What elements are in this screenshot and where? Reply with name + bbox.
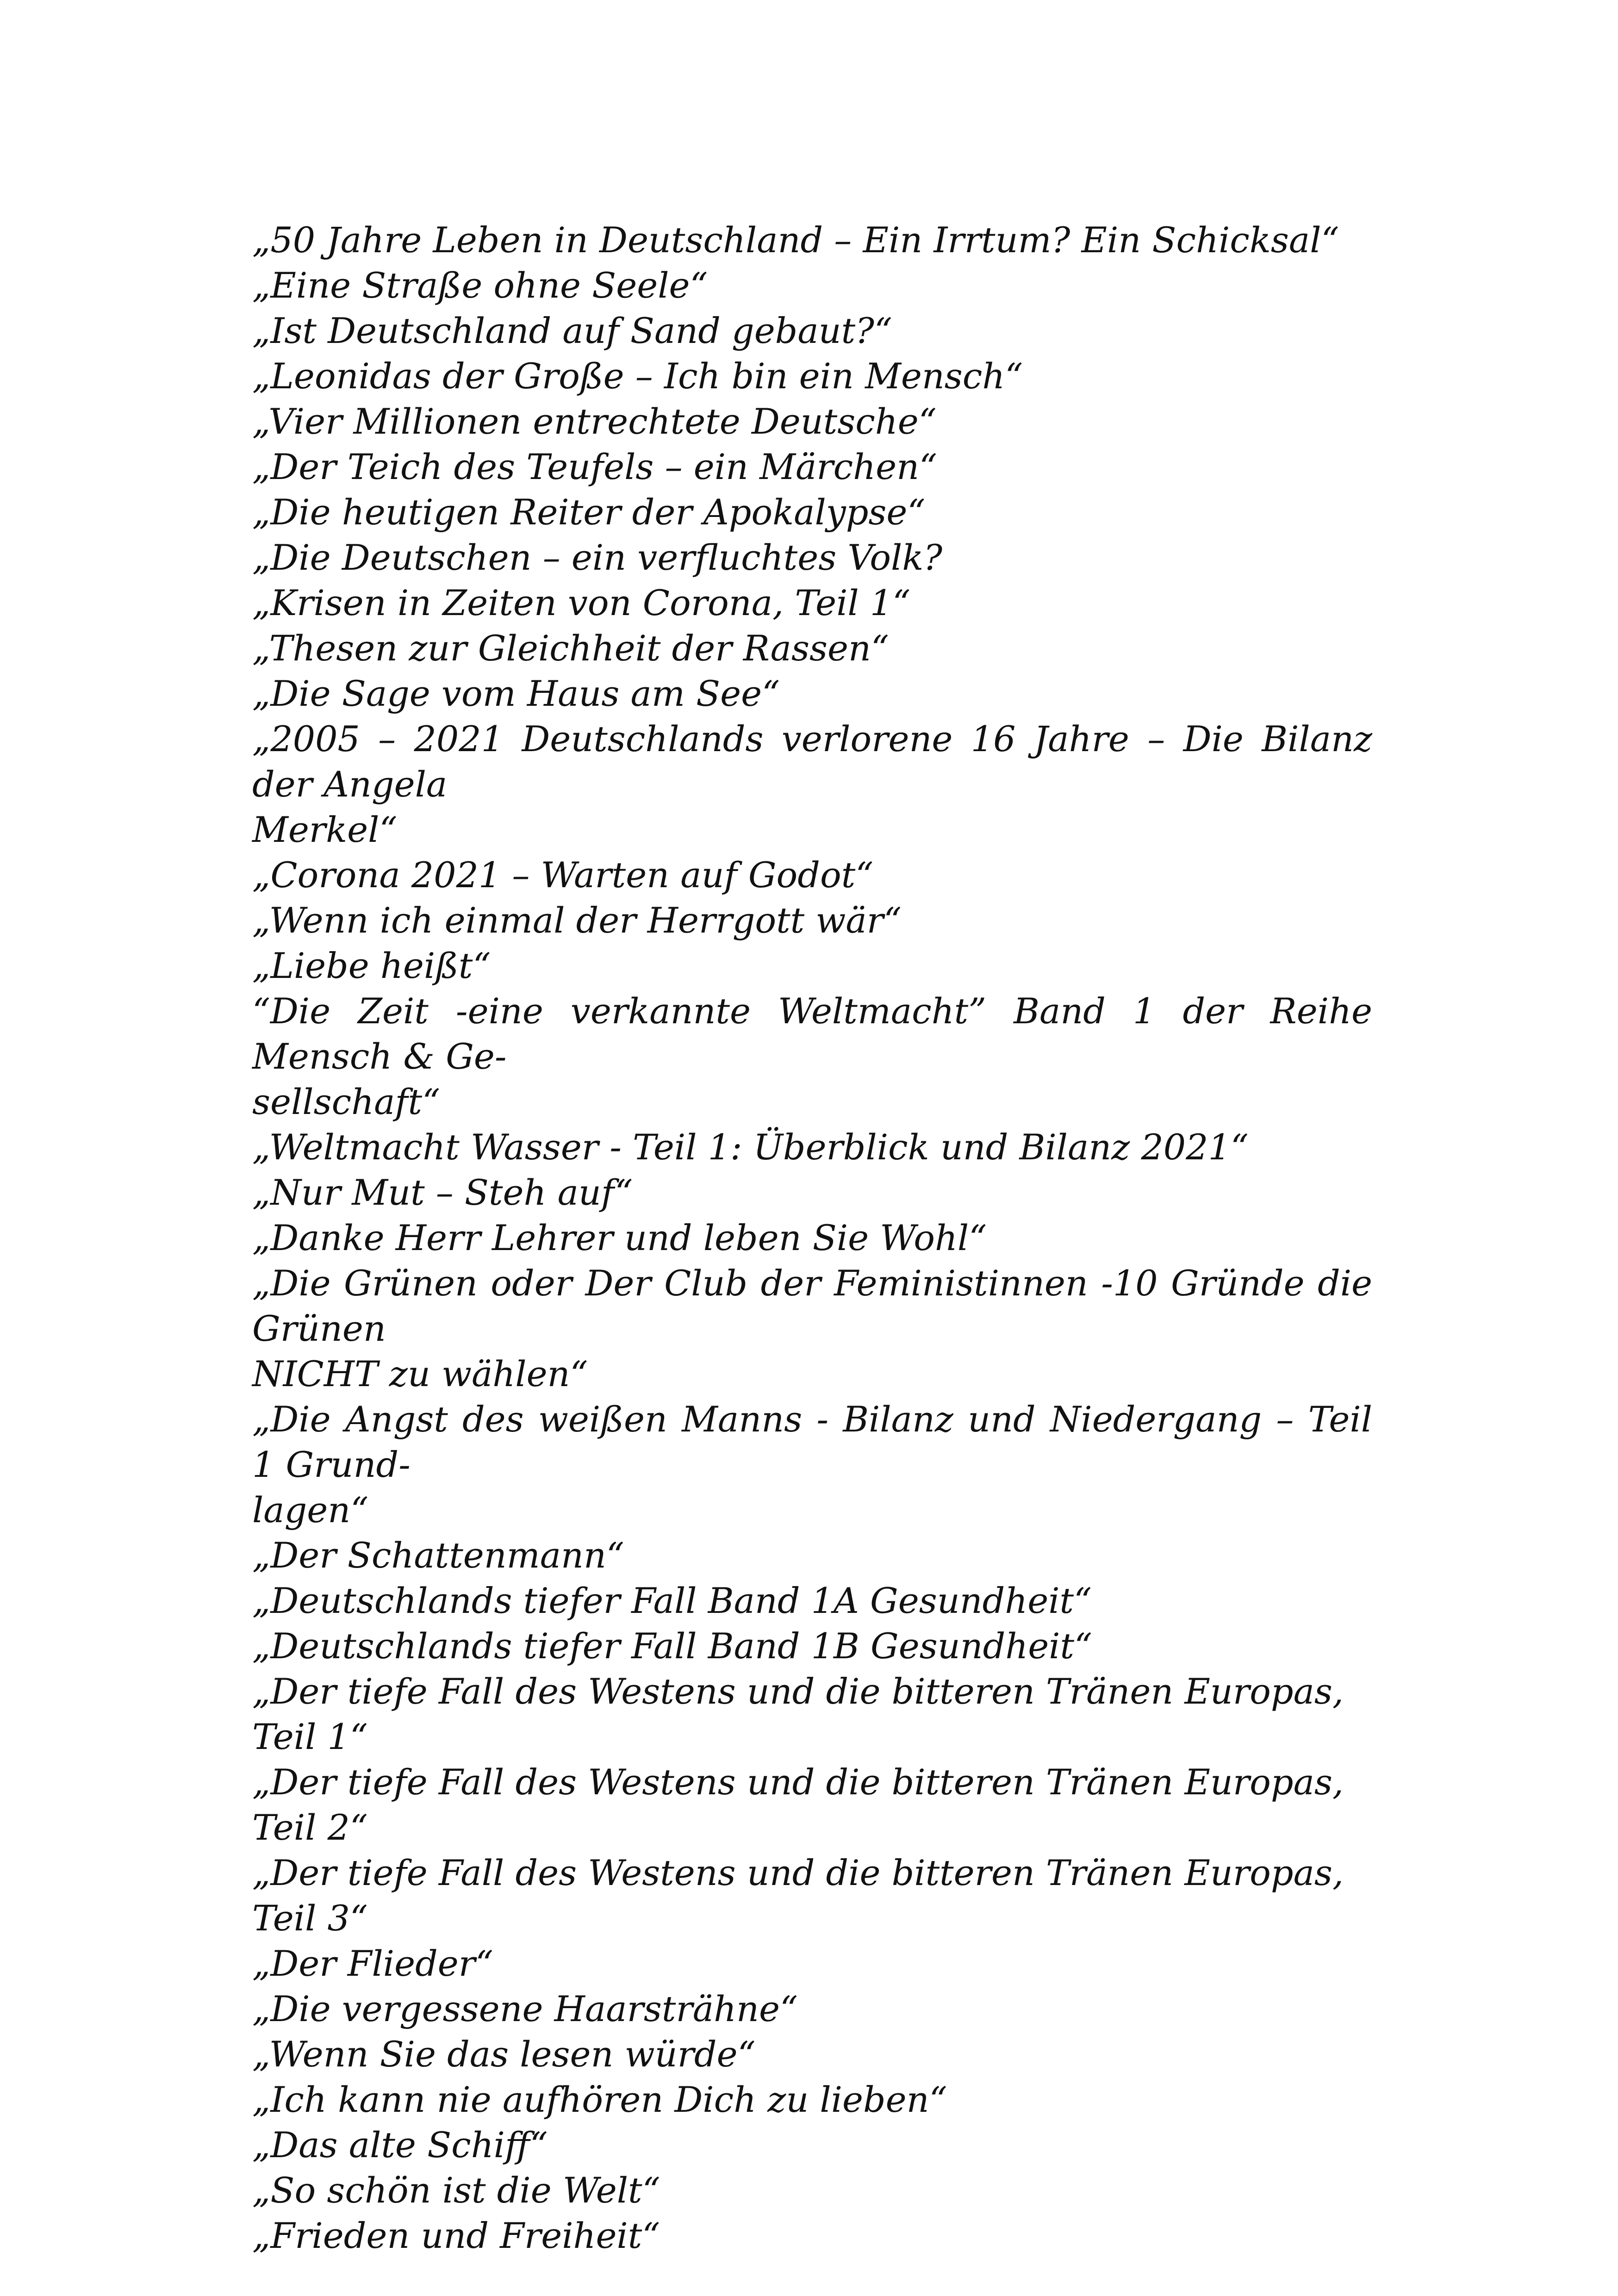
book-title-item: „Das alte Schiff“ [252,2124,548,2165]
book-title-item: „Leonidas der Große – Ich bin ein Mensch“ [252,355,1023,397]
book-title-item: „Eine Straße ohne Seele“ [252,265,708,306]
book-title-list [252,218,1372,2259]
book-title-item: „Ich kann nie aufhören Dich zu lieben“ [252,2079,947,2120]
book-title-item: „Ist Deutschland auf Sand gebaut?“ [252,310,892,351]
book-title-item: „Die vergessene Haarsträhne“ [252,1988,798,2029]
book-title-item: „2005 – 2021 Deutschlands verlorene 16 Jahre – Die Bilanz der Angela Merkel“ [252,718,1372,850]
book-title-item: „Weltmacht Wasser - Teil 1: Überblick und Bilanz 2021“ [252,1126,1249,1168]
book-title-item: „Wenn Sie das lesen würde“ [252,2034,756,2075]
book-title-item: „Die Angst des weißen Manns - Bilanz und Niedergang – Teil 1 Grund- lagen“ [252,1399,1372,1531]
book-title-item: „Der Flieder“ [252,1943,493,1984]
book-title-item: „Vier Millionen entrechtete Deutsche“ [252,401,937,442]
book-title-item: „Corona 2021 – Warten auf Godot“ [252,854,874,896]
book-title-item: „Deutschlands tiefer Fall Band 1B Gesundheit“ [252,1625,1092,1667]
book-title-item: „Die Grünen oder Der Club der Feministinnen -10 Gründe die Grünen NICHT zu wählen“ [252,1263,1372,1394]
book-title-item: „Nur Mut – Steh auf“ [252,1172,633,1213]
book-title-item: „Thesen zur Gleichheit der Rassen“ [252,628,889,669]
book-title-item: „Liebe heißt“ [252,945,491,986]
book-title-item: „Wenn ich einmal der Herrgott wär“ [252,900,902,941]
book-title-item: „So schön ist die Welt“ [252,2170,660,2211]
book-title-item: „Der Schattenmann“ [252,1535,624,1576]
book-title-item: „50 Jahre Leben in Deutschland – Ein Irrtum? Ein Schicksal“ [252,219,1339,261]
book-title-item: „Die Sage vom Haus am See“ [252,673,780,714]
book-title-item: „Der Teich des Teufels – ein Märchen“ [252,446,937,487]
book-title-item: „Der tiefe Fall des Westens und die bitteren Tränen Europas, Teil 3“ [252,1852,1344,1939]
book-title-item: „Der tiefe Fall des Westens und die bitteren Tränen Europas, Teil 1“ [252,1671,1344,1757]
book-title-item: „Die heutigen Reiter der Apokalypse“ [252,492,926,533]
book-title-item: “Die Zeit -eine verkannte Weltmacht” Band 1 der Reihe Mensch & Ge- sellschaft“ [252,990,1372,1122]
book-title-item: „Der tiefe Fall des Westens und die bitteren Tränen Europas, Teil 2“ [252,1761,1344,1848]
book-title-item: „Danke Herr Lehrer und leben Sie Wohl“ [252,1217,987,1258]
book-title-item: „Krisen in Zeiten von Corona, Teil 1“ [252,582,911,623]
book-title-item: „Die Deutschen – ein verfluchtes Volk? [252,537,943,578]
book-title-item: „Deutschlands tiefer Fall Band 1A Gesundheit“ [252,1580,1092,1621]
book-title-item: „Frieden und Freiheit“ [252,2215,660,2256]
